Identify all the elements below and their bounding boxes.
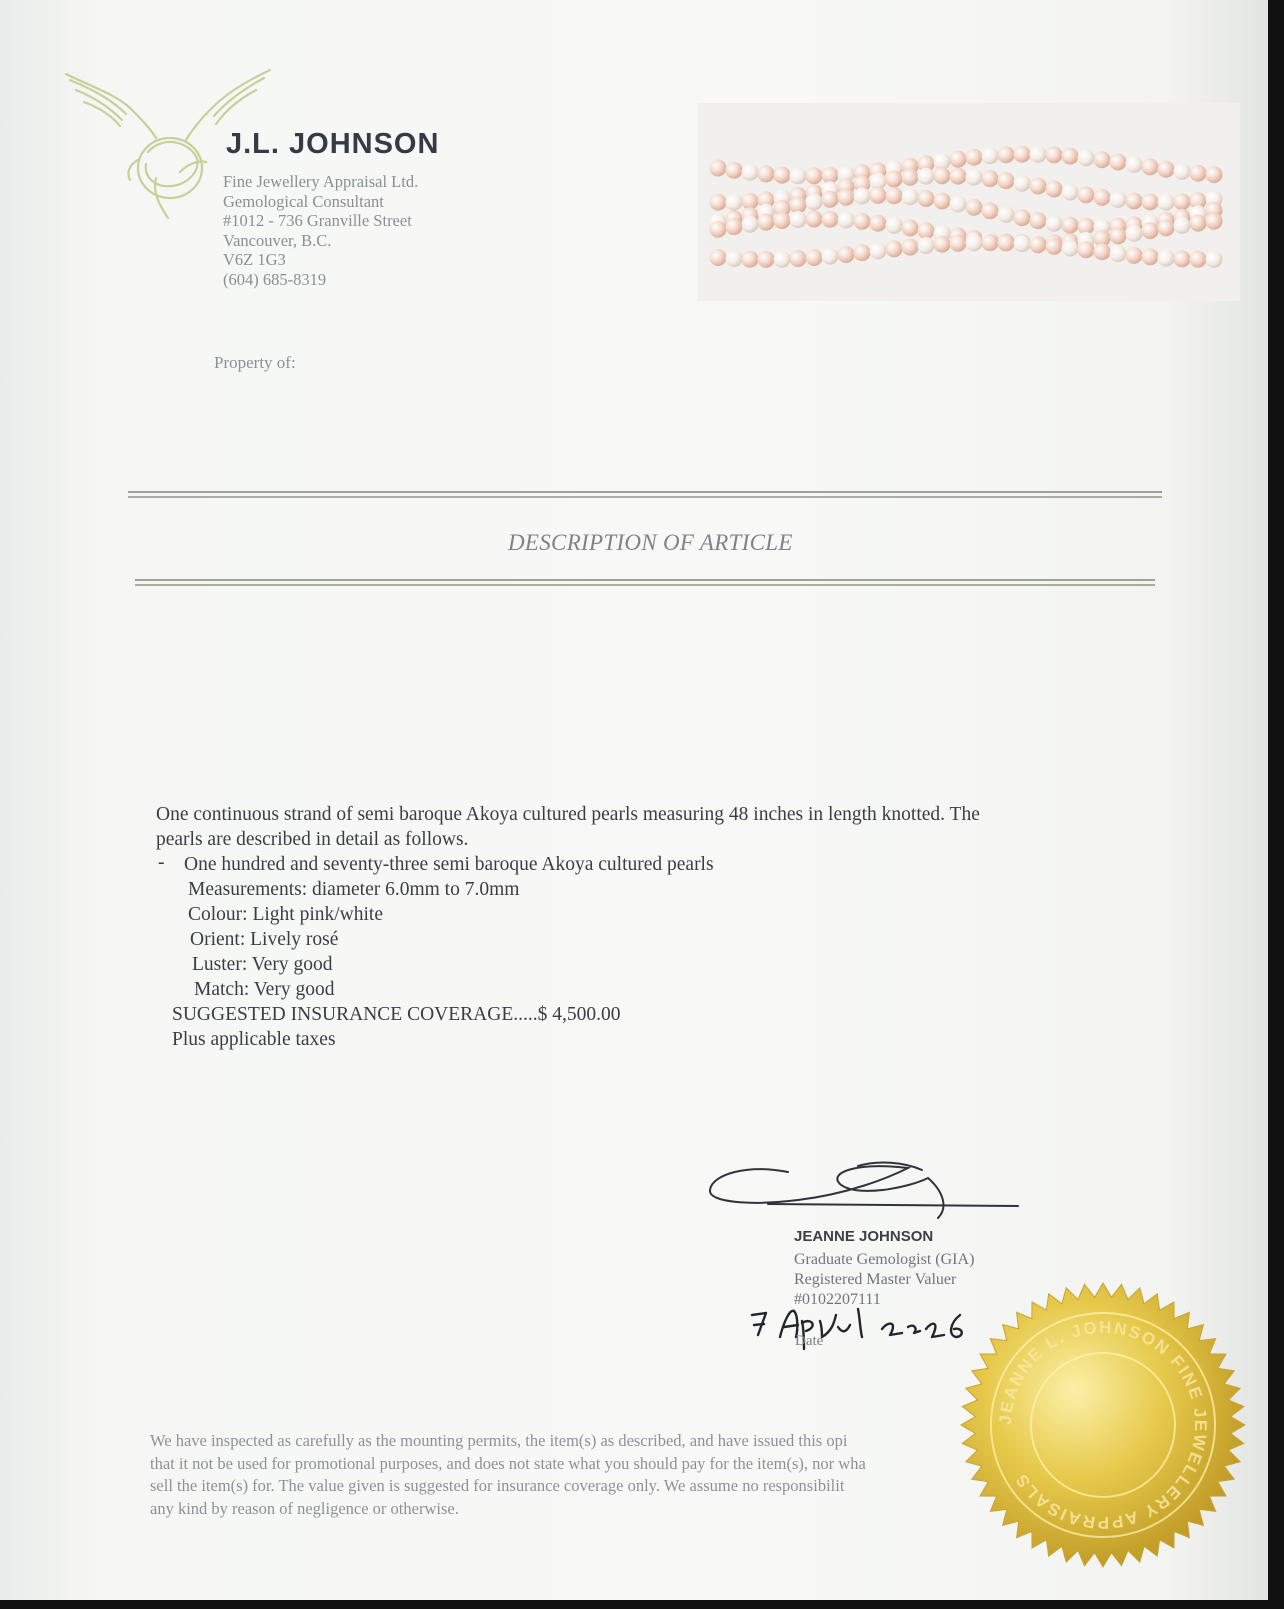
pearl xyxy=(1014,235,1031,252)
pearl xyxy=(838,189,855,206)
date-label: Date xyxy=(795,1333,824,1349)
pearl xyxy=(1190,165,1207,182)
address-line: V6Z 1G3 xyxy=(223,250,286,270)
company-address xyxy=(223,172,418,290)
pearl xyxy=(710,221,727,238)
pearl xyxy=(966,149,983,166)
pearl-count-item xyxy=(156,852,980,877)
pearl xyxy=(726,218,743,235)
pearl xyxy=(1062,217,1079,234)
company-name: J.L. JOHNSON xyxy=(226,128,440,160)
pearl xyxy=(1094,243,1111,260)
pearl xyxy=(806,249,823,266)
pearl xyxy=(886,240,903,257)
pearl xyxy=(854,213,871,230)
pearl xyxy=(742,216,759,233)
pearl xyxy=(1174,217,1191,234)
pearl xyxy=(1190,215,1207,232)
divider-top xyxy=(128,491,1162,498)
disclaimer-line: sell the item(s) for. The value given is suggested for insurance coverage only. We assume no responsibilit xyxy=(150,1476,845,1495)
pearl xyxy=(1126,225,1143,242)
pearl xyxy=(822,248,839,265)
pearl xyxy=(854,188,871,205)
pearl xyxy=(822,211,839,228)
pearl xyxy=(1174,193,1191,210)
pearl xyxy=(870,215,887,232)
credential-line: Registered Master Valuer xyxy=(794,1271,957,1288)
pearl xyxy=(790,211,807,228)
pearl xyxy=(774,167,791,184)
pearl xyxy=(934,193,951,210)
pearl xyxy=(1030,212,1047,229)
property-of-label: Property of: xyxy=(214,353,296,372)
pearl xyxy=(1062,184,1079,201)
pearl xyxy=(726,162,743,179)
pearl xyxy=(1206,166,1223,183)
address-line: #1012 - 736 Granville Street xyxy=(223,211,412,231)
pearl xyxy=(1014,146,1031,163)
pearl xyxy=(950,168,967,185)
pearl xyxy=(774,251,791,268)
pearl xyxy=(1046,238,1063,255)
pearl xyxy=(998,206,1015,223)
pearl xyxy=(726,194,743,211)
credential-line: #0102207111 xyxy=(794,1291,881,1308)
address-line: (604) 685-8319 xyxy=(223,269,327,289)
pearl xyxy=(934,167,951,184)
pearl xyxy=(1046,181,1063,198)
pearl xyxy=(870,242,887,259)
insurance-coverage-line: SUGGESTED INSURANCE COVERAGE.....$ 4,500.00 xyxy=(172,1004,621,1025)
pearl xyxy=(966,169,983,186)
pearl xyxy=(918,222,935,239)
pearl xyxy=(966,199,983,216)
pearl xyxy=(790,250,807,267)
pearl xyxy=(710,194,727,211)
pearl xyxy=(758,214,775,231)
pearl xyxy=(950,151,967,168)
orient-line: Orient: Lively rosé xyxy=(190,929,339,950)
pearl xyxy=(982,147,999,164)
pearl xyxy=(1158,219,1175,236)
luster-line: Luster: Very good xyxy=(192,954,333,975)
handwritten-signature xyxy=(708,1158,1028,1238)
pearl xyxy=(1030,178,1047,195)
pearl xyxy=(1110,227,1127,244)
pearl xyxy=(1014,175,1031,192)
pearl xyxy=(1206,213,1223,230)
pearl xyxy=(918,168,935,185)
pearl xyxy=(966,234,983,251)
pearl xyxy=(1126,193,1143,210)
pearl xyxy=(1078,149,1095,166)
pearl xyxy=(1062,240,1079,257)
pearl xyxy=(806,167,823,184)
pearl xyxy=(1158,250,1175,267)
pearl xyxy=(982,234,999,251)
gold-appraisal-seal xyxy=(958,1280,1248,1570)
pearl xyxy=(854,244,871,261)
article-description xyxy=(156,802,980,1052)
pearl xyxy=(806,194,823,211)
disclaimer-line: that it not be used for promotional purposes, and does not state what you should pay for the item(s), nor wha xyxy=(150,1453,866,1473)
pearl xyxy=(758,251,775,268)
colour-line: Colour: Light pink/white xyxy=(188,904,383,925)
pearl xyxy=(934,236,951,253)
pearl xyxy=(1094,151,1111,168)
pearl xyxy=(950,235,967,252)
pearl xyxy=(726,250,743,267)
pearl xyxy=(1190,251,1207,268)
match-line: Match: Very good xyxy=(194,979,335,1000)
pearl xyxy=(742,251,759,268)
pearl xyxy=(902,188,919,205)
pearl xyxy=(1046,146,1063,163)
pearl xyxy=(886,171,903,188)
pearl xyxy=(710,160,727,177)
pearl xyxy=(950,196,967,213)
pearl-count-text: One hundred and seventy-three semi baroque Akoya cultured pearls xyxy=(184,854,714,875)
pearl xyxy=(982,170,999,187)
pearl xyxy=(902,239,919,256)
pearl xyxy=(902,220,919,237)
description-line: One continuous strand of semi baroque Akoya cultured pearls measuring 48 inches in length knotted. The xyxy=(156,804,980,825)
pearl xyxy=(1110,245,1127,262)
signer-name: JEANNE JOHNSON xyxy=(794,1228,934,1245)
pearl xyxy=(1206,251,1223,268)
credential-line: Graduate Gemologist (GIA) xyxy=(794,1251,975,1268)
disclaimer xyxy=(150,1430,866,1520)
pearl xyxy=(806,211,823,228)
pearl xyxy=(1078,186,1095,203)
pearl xyxy=(1174,250,1191,267)
pearl xyxy=(1174,163,1191,180)
address-line: Fine Jewellery Appraisal Ltd. xyxy=(223,172,419,191)
pearl xyxy=(1142,222,1159,239)
disclaimer-line: We have inspected as carefully as the mounting permits, the item(s) as described, and have issued this opi xyxy=(150,1431,848,1450)
taxes-line: Plus applicable taxes xyxy=(172,1029,336,1050)
description-line: pearls are described in detail as follows. xyxy=(156,829,469,850)
pearl xyxy=(1062,148,1079,165)
pearl xyxy=(1142,158,1159,175)
pearl xyxy=(998,146,1015,163)
pearl xyxy=(1158,194,1175,211)
pearl xyxy=(710,249,727,266)
pearl xyxy=(1142,248,1159,265)
address-line: Vancouver, B.C. xyxy=(223,230,332,250)
pearl xyxy=(902,169,919,186)
pearl xyxy=(886,187,903,204)
pearl-necklace-photo xyxy=(698,103,1240,301)
pearl xyxy=(918,190,935,207)
address-line: Gemological Consultant xyxy=(223,191,384,211)
handwritten-date xyxy=(750,1307,970,1355)
pearl xyxy=(1094,189,1111,206)
pearl xyxy=(886,217,903,234)
pearl xyxy=(1158,161,1175,178)
disclaimer-line: any kind by reason of negligence or otherwise. xyxy=(150,1498,459,1518)
pearl xyxy=(1030,146,1047,163)
pearl xyxy=(1014,209,1031,226)
pearl xyxy=(1046,215,1063,232)
divider-bottom xyxy=(135,579,1155,586)
pearl xyxy=(1142,193,1159,210)
pearl xyxy=(998,172,1015,189)
pearl xyxy=(1110,154,1127,171)
pearl xyxy=(822,191,839,208)
pearl xyxy=(838,246,855,263)
measurements-line: Measurements: diameter 6.0mm to 7.0mm xyxy=(188,879,520,900)
pearl xyxy=(838,212,855,229)
pearl xyxy=(918,237,935,254)
pearl xyxy=(1110,191,1127,208)
seal-text: JEANNE L. JOHNSON FINE JEWELLERY APPRAISALS xyxy=(995,1317,1211,1533)
pearl xyxy=(774,212,791,229)
pearl xyxy=(758,165,775,182)
pearl xyxy=(982,202,999,219)
pearl xyxy=(870,187,887,204)
pearl xyxy=(1030,236,1047,253)
bullet-dash: - xyxy=(158,852,165,873)
pearl xyxy=(790,167,807,184)
pearl xyxy=(1078,241,1095,258)
pearl xyxy=(742,164,759,181)
signer-credentials xyxy=(794,1250,974,1310)
section-title: DESCRIPTION OF ARTICLE xyxy=(508,530,793,555)
pearl xyxy=(1126,247,1143,264)
pearl xyxy=(1126,156,1143,173)
pearl xyxy=(998,234,1015,251)
